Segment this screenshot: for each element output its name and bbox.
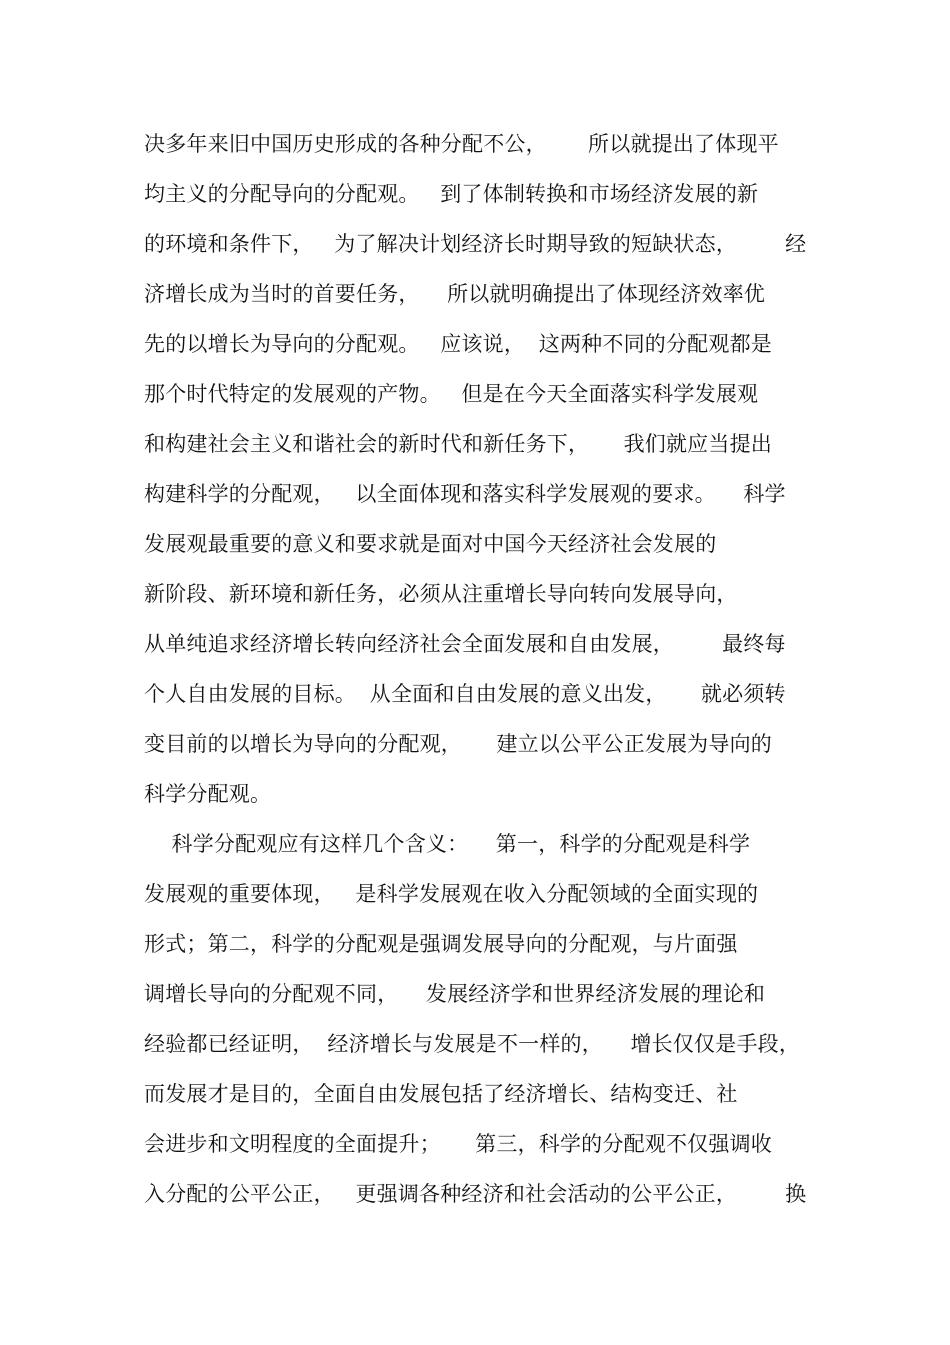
text-line: 调增长导向的分配观不同， 发展经济学和世界经济发展的理论和 — [144, 982, 766, 1006]
text-line: 决多年来旧中国历史形成的各种分配不公， 所以就提出了体现平 — [144, 132, 779, 156]
text-line: 经验都已经证明， 经济增长与发展是不一样的， 增长仅仅是手段， — [144, 1032, 801, 1056]
text-line: 变目前的以增长为导向的分配观， 建立以公平公正发展为导向的 — [144, 732, 772, 756]
text-line: 而发展才是目的，全面自由发展包括了经济增长、结构变迁、社 — [144, 1082, 738, 1106]
text-line: 个人自由发展的目标。 从全面和自由发展的意义出发， 就必须转 — [144, 682, 786, 706]
paragraph-start-line: 科学分配观应有这样几个含义： 第一，科学的分配观是科学 — [144, 832, 751, 856]
text-line: 形式；第二，科学的分配观是强调发展导向的分配观，与片面强 — [144, 932, 738, 956]
text-line: 先的以增长为导向的分配观。 应该说， 这两种不同的分配观都是 — [144, 332, 772, 356]
text-line: 的环境和条件下， 为了解决计划经济长时期导致的短缺状态， 经 — [144, 232, 807, 256]
text-line: 入分配的公平公正， 更强调各种经济和社会活动的公平公正， 换 — [144, 1182, 807, 1206]
text-line: 构建科学的分配观， 以全面体现和落实科学发展观的要求。 科学 — [144, 482, 786, 506]
text-line: 科学分配观。 — [144, 782, 272, 806]
text-line: 会进步和文明程度的全面提升； 第三，科学的分配观不仅强调收 — [144, 1132, 772, 1156]
text-line: 济增长成为当时的首要任务， 所以就明确提出了体现经济效率优 — [144, 282, 766, 306]
text-line: 和构建社会主义和谐社会的新时代和新任务下， 我们就应当提出 — [144, 432, 772, 456]
text-line: 发展观最重要的意义和要求就是面对中国今天经济社会发展的 — [144, 532, 717, 556]
text-line: 那个时代特定的发展观的产物。 但是在今天全面落实科学发展观 — [144, 382, 759, 406]
text-line: 新阶段、新环境和新任务，必须从注重增长导向转向发展导向， — [144, 582, 738, 606]
text-line: 从单纯追求经济增长转向经济社会全面发展和自由发展， 最终每 — [144, 632, 786, 656]
text-line: 发展观的重要体现， 是科学发展观在收入分配领域的全面实现的 — [144, 882, 759, 906]
body-text — [144, 119, 814, 1219]
text-line: 均主义的分配导向的分配观。 到了体制转换和市场经济发展的新 — [144, 182, 759, 206]
